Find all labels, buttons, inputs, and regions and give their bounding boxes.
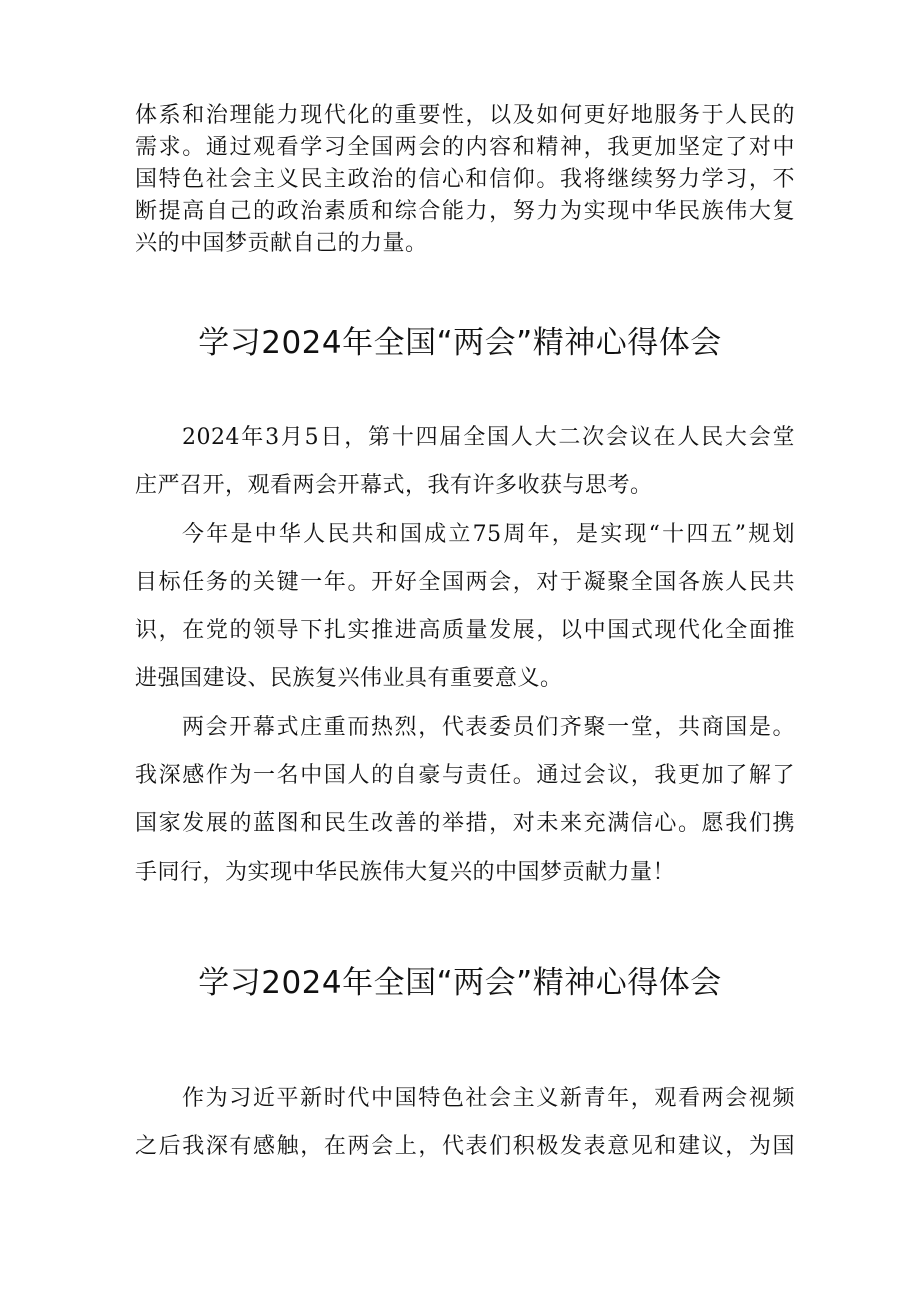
body-text-line: 体系和治理能力现代化的重要性，以及如何更好地服务于人民的 — [135, 103, 795, 128]
body-text-line: 手同行，为实现中华民族伟大复兴的中国梦贡献力量！ — [135, 860, 676, 885]
body-text-line: 国特色社会主义民主政治的信心和信仰。我将继续努力学习，不 — [135, 167, 795, 192]
section-heading: 学习2024年全国“两会”精神心得体会 — [198, 965, 722, 1001]
body-text-line: 两会开幕式庄重而热烈，代表委员们齐聚一堂，共商国是。 — [182, 715, 795, 740]
body-text-line: 断提高自己的政治素质和综合能力，努力为实现中华民族伟大复 — [135, 199, 795, 224]
body-text-line: 作为习近平新时代中国特色社会主义新青年，观看两会视频 — [182, 1086, 795, 1111]
body-text-line: 庄严召开，观看两会开幕式，我有许多收获与思考。 — [135, 473, 653, 498]
body-text-line: 目标任务的关键一年。开好全国两会，对于凝聚全国各族人民共 — [135, 570, 795, 595]
body-text-line: 我深感作为一名中国人的自豪与责任。通过会议，我更加了解了 — [135, 763, 795, 788]
body-text-line: 国家发展的蓝图和民生改善的举措，对未来充满信心。愿我们携 — [135, 811, 795, 836]
section-heading: 学习2024年全国“两会”精神心得体会 — [198, 325, 722, 361]
body-text-line: 进强国建设、民族复兴伟业具有重要意义。 — [135, 666, 563, 691]
body-text-line: 今年是中华人民共和国成立75周年，是实现“十四五”规划 — [182, 522, 795, 547]
body-text-line: 之后我深有感触，在两会上，代表们积极发表意见和建议，为国 — [135, 1134, 795, 1159]
body-text-line: 2024年3月5日，第十四届全国人大二次会议在人民大会堂 — [182, 425, 795, 450]
body-text-line: 识，在党的领导下扎实推进高质量发展，以中国式现代化全面推 — [135, 618, 795, 643]
body-text-line: 兴的中国梦贡献自己的力量。 — [135, 231, 428, 256]
body-text-line: 需求。通过观看学习全国两会的内容和精神，我更加坚定了对中 — [135, 135, 795, 160]
